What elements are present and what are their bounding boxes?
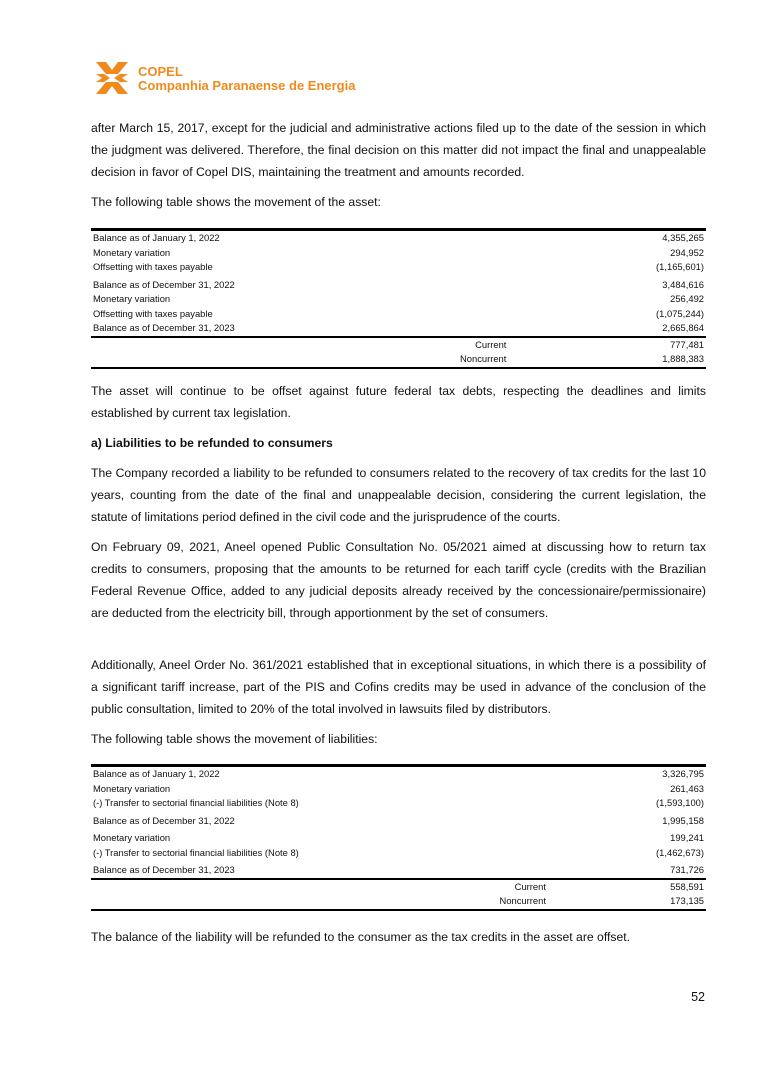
row-value: (1,593,100) xyxy=(656,797,704,808)
consultation-paragraph xyxy=(91,536,706,624)
paragraph-public-consultation: On February 09, 2021, Aneel opened Public Consultation No. 05/2021 aimed at discussing how to return tax credits to consumers, proposing that the amounts to be returned for each tariff cycle (credits with the Brazilian Federal Revenue Office, added to any judicial deposits already received by the concessionaire/permissionaire) are deducted from the electricity bill, through apportionment by the set of consumers. xyxy=(91,540,706,620)
liability-table-caption: The following table shows the movement of liabilities: xyxy=(91,732,378,746)
row-label: (-) Transfer to sectorial financial liabilities (Note 8) xyxy=(93,797,299,808)
current-value: 777,481 xyxy=(544,337,706,353)
paragraph-intro xyxy=(91,117,706,183)
table-row-current xyxy=(91,879,706,895)
row-label: Balance as of December 31, 2022 xyxy=(93,278,235,290)
row-value: 1,995,158 xyxy=(662,814,704,826)
row-value: 2,665,864 xyxy=(662,322,704,333)
current-label: Current xyxy=(91,337,544,353)
row-label: Offsetting with taxes payable xyxy=(93,307,213,319)
liability-refund-paragraph xyxy=(91,926,706,948)
table-row xyxy=(91,796,706,811)
table-row xyxy=(91,846,706,861)
table-row xyxy=(91,230,706,246)
row-label: Balance as of December 31, 2022 xyxy=(93,814,235,826)
company-full-name: Companhia Paranaense de Energia xyxy=(138,78,356,93)
row-value: 731,726 xyxy=(670,864,704,875)
paragraph-judgment: after March 15, 2017, except for the judicial and administrative actions filed up to the date of the session in which the judgment was delivered. Therefore, the final decision on this matter did not impact the final and unappealable decision in favor of Copel DIS, maintaining the treatment and amounts recorded. xyxy=(91,121,706,179)
current-label: Current xyxy=(91,879,584,895)
noncurrent-label: Noncurrent xyxy=(91,352,544,368)
paragraph-liability-recorded: The Company recorded a liability to be refunded to consumers related to the recovery of tax credits for the last 10 years, counting from the date of the final and unappealable decision, considering the current legislation, the statute of limitations period defined in the civil code and the jurisprudence of the courts. xyxy=(91,466,706,524)
row-value: 199,241 xyxy=(670,832,704,843)
table-row xyxy=(91,766,706,782)
row-value: (1,462,673) xyxy=(656,846,704,858)
brand-text xyxy=(138,65,355,93)
table-row-noncurrent xyxy=(91,352,706,368)
paragraph-aneel-order: Additionally, Aneel Order No. 361/2021 established that in exceptional situations, in which there is a possibility of a significant tariff increase, part of the PIS and Cofins credits may be used in advance of the conclusion of the public consultation, limited to 20% of the total involved in lawsuits filed by distributors. xyxy=(91,658,706,716)
row-label: Monetary variation xyxy=(93,782,171,794)
current-value: 558,591 xyxy=(584,879,706,895)
table-row xyxy=(91,811,706,829)
row-value: 3,326,795 xyxy=(584,766,706,782)
section-heading-a xyxy=(91,432,706,454)
noncurrent-value: 1,888,383 xyxy=(544,352,706,368)
paragraph-asset-offset: The asset will continue to be offset against future federal tax debts, respecting the deadlines and limits established by current tax legislation. xyxy=(91,384,706,420)
asset-table-caption: The following table shows the movement of the asset: xyxy=(91,195,381,209)
table-row-noncurrent xyxy=(91,894,706,910)
row-value: 294,952 xyxy=(670,246,704,258)
table-row xyxy=(91,782,706,797)
table-row xyxy=(91,260,706,275)
table-row xyxy=(91,275,706,293)
row-value: 261,463 xyxy=(670,782,704,794)
copel-logo-icon xyxy=(94,60,130,96)
page-number: 52 xyxy=(691,990,705,1004)
row-value: 3,484,616 xyxy=(662,278,704,290)
row-label: Monetary variation xyxy=(93,246,171,258)
row-label: Offsetting with taxes payable xyxy=(93,261,213,272)
heading-liabilities: a) Liabilities to be refunded to consumers xyxy=(91,436,333,450)
row-label: Monetary variation xyxy=(93,293,171,304)
table-row xyxy=(91,292,706,307)
row-label: (-) Transfer to sectorial financial liabilities (Note 8) xyxy=(93,846,299,858)
table-row xyxy=(91,307,706,322)
table-row xyxy=(91,246,706,261)
row-label: Balance as of December 31, 2023 xyxy=(93,864,235,875)
asset-table xyxy=(91,228,706,369)
row-value: 4,355,265 xyxy=(544,230,706,246)
row-label: Balance as of December 31, 2023 xyxy=(93,322,235,333)
liability-table xyxy=(91,764,706,911)
row-value: (1,075,244) xyxy=(656,307,704,319)
noncurrent-value: 173,135 xyxy=(584,894,706,910)
liability-movement-table xyxy=(91,764,706,911)
asset-offset-paragraph xyxy=(91,380,706,424)
paragraph-liability-refund: The balance of the liability will be refunded to the consumer as the tax credits in the asset are offset. xyxy=(91,930,631,944)
row-value: 256,492 xyxy=(670,293,704,304)
row-label: Balance as of January 1, 2022 xyxy=(91,766,584,782)
order-paragraph xyxy=(91,654,706,720)
liability-table-intro xyxy=(91,728,706,750)
row-label: Monetary variation xyxy=(93,832,171,843)
company-short-name: COPEL xyxy=(138,64,183,79)
table-row xyxy=(91,860,706,879)
row-value: (1,165,601) xyxy=(656,261,704,272)
table-row-current xyxy=(91,337,706,353)
table-row xyxy=(91,828,706,846)
asset-movement-table xyxy=(91,228,706,369)
noncurrent-label: Noncurrent xyxy=(91,894,584,910)
row-label: Balance as of January 1, 2022 xyxy=(91,230,544,246)
asset-table-intro xyxy=(91,191,706,213)
liability-paragraph xyxy=(91,462,706,528)
table-row xyxy=(91,321,706,337)
